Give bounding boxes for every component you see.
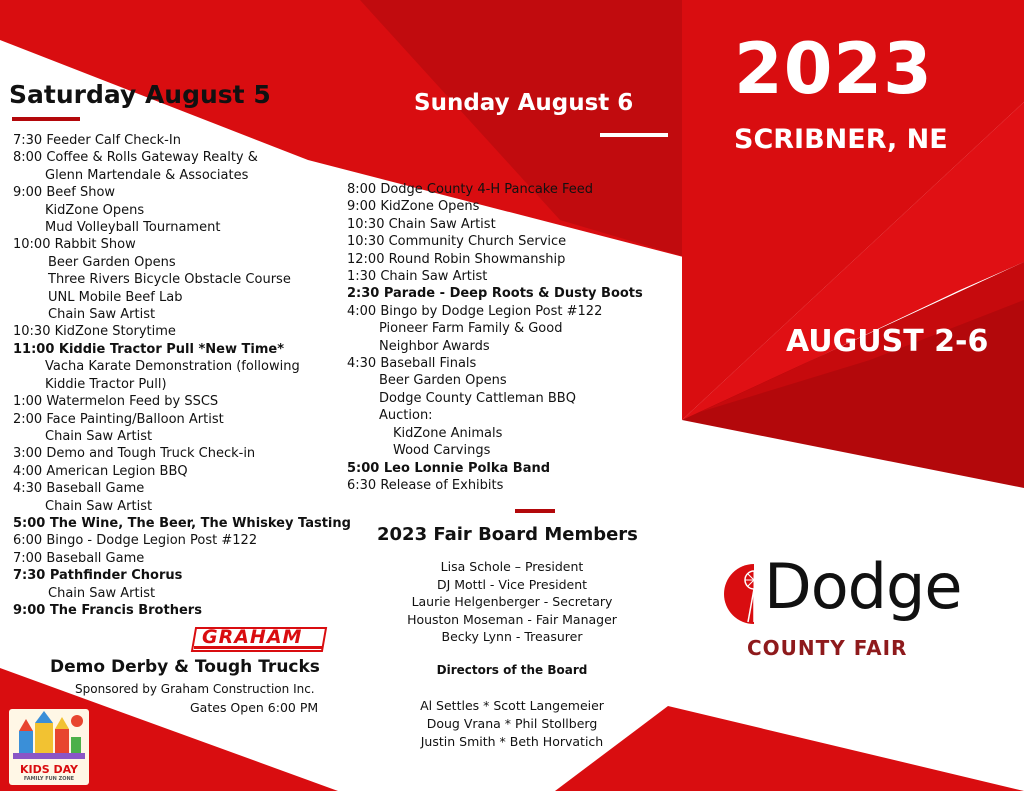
demo-gates: Gates Open 6:00 PM (190, 700, 319, 715)
schedule-item: 7:30 Feeder Calf Check-In (13, 133, 181, 148)
schedule-item: Glenn Martendale & Associates (45, 167, 249, 183)
saturday-schedule (13, 132, 351, 619)
schedule-item: 10:30 KidZone Storytime (13, 324, 176, 340)
castle-icon (9, 709, 89, 765)
schedule-item: 10:30 Chain Saw Artist (347, 216, 496, 232)
schedule-item: 7:00 Baseball Game (13, 550, 145, 566)
board-director: Al Settles * Scott Langemeier (420, 698, 604, 713)
schedule-item: UNL Mobile Beef Lab (48, 289, 183, 305)
dodge-logo-subtitle: COUNTY FAIR (747, 636, 908, 660)
schedule-item: Chain Saw Artist (45, 428, 153, 444)
schedule-item: 3:00 Demo and Tough Truck Check-in (13, 446, 256, 462)
schedule-item: 7:30 Pathfinder Chorus (13, 568, 183, 584)
schedule-item: Kiddie Tractor Pull) (45, 376, 167, 392)
schedule-item: Chain Saw Artist (48, 585, 156, 601)
board-director: Justin Smith * Beth Horvatich (420, 734, 604, 749)
saturday-title: Saturday August 5 (9, 80, 271, 109)
schedule-item: 9:00 Beef Show (13, 185, 116, 201)
demo-sponsor: Sponsored by Graham Construction Inc. (75, 682, 315, 696)
schedule-item: 6:00 Bingo - Dodge Legion Post #122 (13, 533, 258, 549)
dodge-logo-name: Dodge (764, 550, 962, 623)
schedule-item: Wood Carvings (393, 443, 491, 459)
hero-year: 2023 (734, 28, 933, 110)
schedule-item: 11:00 Kiddie Tractor Pull *New Time* (13, 341, 284, 357)
board-member: Becky Lynn - Treasurer (441, 629, 583, 644)
graham-logo-text: GRAHAM (202, 626, 303, 648)
schedule-item: Vacha Karate Demonstration (following (45, 359, 300, 375)
schedule-item: 5:00 Leo Lonnie Polka Band (347, 460, 551, 476)
board-title: 2023 Fair Board Members (377, 524, 638, 545)
sunday-underline (600, 133, 668, 137)
sunday-title: Sunday August 6 (414, 90, 634, 116)
board-divider (515, 509, 555, 513)
schedule-item: 2:00 Face Painting/Balloon Artist (13, 411, 224, 427)
schedule-item: Chain Saw Artist (45, 498, 153, 514)
board-directors (392, 697, 632, 751)
schedule-item: Three Rivers Bicycle Obstacle Course (48, 272, 291, 288)
schedule-item: 4:00 American Legion BBQ (13, 463, 188, 479)
kids-day-title: KIDS DAY (19, 763, 79, 776)
schedule-item: 9:00 KidZone Opens (347, 199, 480, 215)
board-member: DJ Mottl - Vice President (436, 576, 588, 592)
board-director: Doug Vrana * Phil Stollberg (426, 716, 598, 731)
schedule-item: 2:30 Parade - Deep Roots & Dusty Boots (347, 286, 643, 302)
schedule-item: 12:00 Round Robin Showmanship (347, 251, 566, 267)
hero-dates: AUGUST 2-6 (786, 324, 989, 359)
schedule-item: 8:00 Coffee & Rolls Gateway Realty & (13, 150, 258, 166)
board-member: Houston Moseman - Fair Manager (407, 611, 617, 627)
board-member: Laurie Helgenberger - Secretary (411, 594, 613, 609)
schedule-item: Chain Saw Artist (48, 307, 156, 323)
schedule-item: 1:30 Chain Saw Artist (347, 269, 488, 285)
schedule-item: Beer Garden Opens (48, 254, 176, 270)
schedule-item: Dodge County Cattleman BBQ (379, 390, 576, 406)
hero-location: SCRIBNER, NE (734, 124, 948, 155)
schedule-item: Beer Garden Opens (379, 373, 507, 389)
kids-day-logo (9, 709, 89, 785)
schedule-item: 5:00 The Wine, The Beer, The Whiskey Tasting (13, 515, 351, 531)
demo-title: Demo Derby & Tough Trucks (50, 657, 320, 677)
saturday-underline (12, 117, 80, 121)
kids-day-subtitle: FAMILY FUN ZONE (23, 776, 75, 782)
schedule-item: 1:00 Watermelon Feed by SSCS (13, 394, 219, 410)
schedule-item: Pioneer Farm Family & Good (379, 321, 563, 337)
board-member: Lisa Schole – President (440, 559, 584, 574)
schedule-item: 9:00 The Francis Brothers (13, 602, 202, 618)
schedule-item: 8:00 Dodge County 4-H Pancake Feed (347, 182, 594, 197)
schedule-item: 4:00 Bingo by Dodge Legion Post #122 (347, 303, 603, 319)
schedule-item: KidZone Animals (393, 425, 503, 441)
schedule-item: 6:30 Release of Exhibits (347, 477, 504, 493)
directors-title: Directors of the Board (436, 663, 588, 677)
schedule-item: 10:00 Rabbit Show (13, 237, 136, 253)
schedule-item: 4:30 Baseball Game (13, 481, 145, 497)
sunday-schedule (347, 181, 643, 494)
schedule-item: Mud Volleyball Tournament (45, 220, 221, 236)
schedule-item: 4:30 Baseball Finals (347, 356, 477, 372)
board-members (392, 558, 632, 646)
dodge-county-fair-logo (720, 550, 990, 666)
schedule-item: 10:30 Community Church Service (347, 234, 567, 250)
schedule-item: Neighbor Awards (379, 338, 490, 354)
schedule-item: KidZone Opens (45, 202, 145, 218)
graham-logo (190, 626, 328, 653)
schedule-item: Auction: (379, 408, 433, 424)
